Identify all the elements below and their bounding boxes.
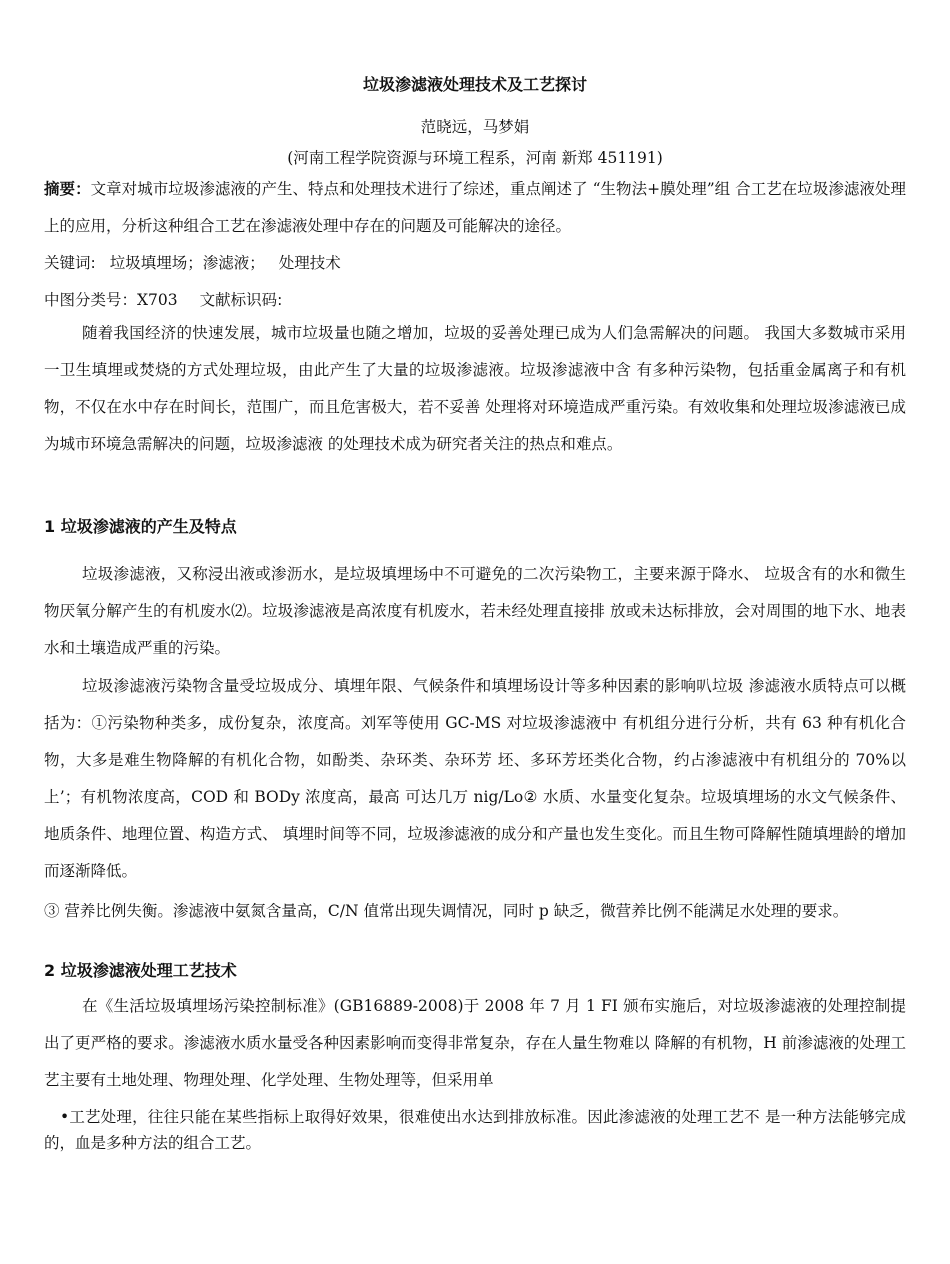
section-1-heading: 1 垃圾渗滤液的产生及特点 — [44, 517, 237, 536]
clc-value: X703 — [137, 291, 178, 309]
abstract-label: 摘要： — [44, 180, 91, 198]
paper-affiliation: (河南工程学院资源与环境工程系，河南 新郑 451191) — [287, 149, 663, 167]
section-1-paragraph-1: 垃圾渗滤液，又称浸出液或渗沥水，是垃圾填埋场中不可避免的二次污染物工，主要来源于降水、 垃圾含有的水和微生物厌氧分解产生的有机废水⑵。垃圾渗滤液是高浓度有机废水，若未经处理直接排 放或未达标排放，会对周围的地下水、地表水和土壤造成严重的污染。 — [44, 565, 906, 657]
section-2-paragraph-2: •工艺处理，往往只能在某些指标上取得好效果，很难使出水达到排放标准。因此渗滤液的处理工艺不 是一种方法能够完成的，血是多种方法的组合工艺。 — [44, 1108, 906, 1152]
paper-authors: 范晓远，马梦娟 — [420, 118, 530, 136]
paper-title: 垃圾渗滤液处理技术及工艺探讨 — [362, 75, 587, 94]
section-1-paragraph-3: ③ 营养比例失衡。渗滤液中氨氮含量高，C/N 值常出现失调情况，同时 p 缺乏，微营养比例不能满足水处理的要求。 — [44, 902, 849, 920]
keyword-item: 处理技术 — [278, 254, 341, 272]
keywords — [44, 252, 906, 274]
keywords-label: 关键词: — [44, 254, 96, 272]
intro-paragraph: 随着我国经济的快速发展，城市垃圾量也随之增加，垃圾的妥善处理已成为人们急需解决的问题。 我国大多数城市采用一卫生填埋或焚烧的方式处理垃圾，由此产生了大量的垃圾渗滤液。垃圾渗滤液中含 有多种污染物，包括重金属离子和有机物，不仅在水中存在时间长，范围广，而且危害极大，若不妥善 处理将对环境造成严重污染。有效收集和处理垃圾渗滤液已成为城市环境急需解决的问题，垃圾渗滤液 的处理技术成为研究者关注的热点和难点。 — [44, 324, 906, 453]
keyword-item: 垃圾填埋场；渗滤液； — [109, 254, 265, 272]
abstract — [44, 171, 906, 245]
abstract-text: 文章对城市垃圾渗滤液的产生、特点和处理技术进行了综述，重点阐述了 “生物法+膜处理”组 合工艺在垃圾渗滤液处理上的应用，分析这种组合工艺在渗滤液处理中存在的问题及可能解决的途径。 — [44, 180, 906, 235]
clc-label: 中图分类号： — [44, 291, 138, 309]
section-1-paragraph-2: 垃圾渗滤液污染物含量受垃圾成分、填埋年限、气候条件和填埋场设计等多种因素的影响叭垃圾 渗滤液水质特点可以概括为：①污染物种类多，成份复杂，浓度高。刘军等使用 GC-MS 对垃圾渗滤液中 有机组分进行分析，共有 63 种有机化合物，大多是难生物降解的有机化合物，如酚类、杂环类、杂环芳 坯、多环芳坯类化合物，约占渗滤液中有机组分的 70%以上’；有机物浓度高，COD 和 BODy 浓度高，最高 可达几万 nig/Lo② 水质、水量变化复杂。垃圾填埋场的水文气候条件、地质条件、地理位置、构造方式、 填埋时间等不同，垃圾渗滤液的成分和产量也发生变化。而且生物可降解性随填埋龄的增加而逐渐降低。 — [44, 677, 906, 880]
classification — [44, 289, 906, 311]
section-2-heading: 2 垃圾渗滤液处理工艺技术 — [44, 961, 237, 980]
doc-code-label: 文献标识码: — [199, 291, 283, 309]
section-2-paragraph-1: 在《生活垃圾填埋场污染控制标准》(GB16889-2008)于 2008 年 7 月 1 FI 颁布实施后，对垃圾渗滤液的处理控制提出了更严格的要求。渗滤液水质水量受各种因素影响而变得非常复杂，存在人量生物难以 降解的有机物，H 前渗滤液的处理工艺主要有土地处理、物理处理、化学处理、生物处理等，但采用单 — [44, 997, 906, 1089]
